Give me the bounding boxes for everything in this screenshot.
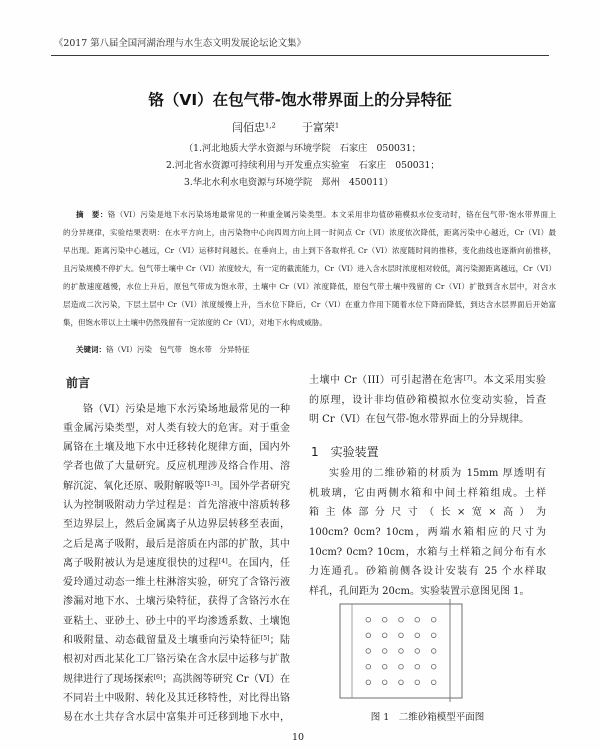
sampling-hole [399,633,404,638]
line-text: 重金属污染类型，对人类有较大的危害。对于重金 [63,422,290,434]
citation-ref: [1-3] [204,480,220,488]
affiliation: （1.河北地质大学水资源与环境学院 石家庄 050031； [184,143,421,154]
abstract [63,206,556,332]
body-line [63,631,290,650]
sandbox-outline [340,604,462,698]
abstract-line [63,224,556,242]
section-heading-introduction: 前言 [66,376,91,390]
line-text: 爱玲通过动态一维土柱淋溶实验，研究了含铬污液 [63,577,290,589]
sampling-hole [415,680,420,685]
experiment-setup-body [309,464,546,601]
sampling-hole [382,649,387,654]
sampling-hole [366,633,371,638]
sandbox-diagram [330,598,475,704]
line-text: 铬（VI）污染是地下水污染场地最常见的一种 [83,403,290,415]
sampling-hole [399,664,404,669]
sampling-hole [415,664,420,669]
body-line [63,708,290,727]
introduction-left-column [63,400,290,728]
citation-ref: [7] [463,375,473,383]
sampling-hole [366,617,371,622]
abstract-label: 摘 要： [76,210,108,219]
sampling-hole [382,617,387,622]
body-line [63,457,290,476]
abstract-line [63,242,556,260]
author-name: 于富荣 [301,121,335,134]
line-text: 规律进行了现场探索 [63,673,154,685]
line-text: 属铬在土壤及地下水中迁移转化规律方面，国内外 [63,442,290,454]
section-heading-experiment-setup [311,443,379,461]
line-text: 的分异规律，实验结果表明：在水平方向上，由污染物中心向四周方向上同一时间点 Cr（VI）浓度依次降低，距离污染中心越近，Cr（VI）最 [63,228,556,237]
line-text: 样孔，孔间距为 20cm。实验装置示意图见图 1。 [309,585,530,597]
paper-title: 铬（VI）在包气带-饱水带界面上的分异特征 [148,91,452,109]
sampling-hole [366,664,371,669]
line-text: 箱主体部分尺寸（长×宽×高）为 [309,507,546,519]
body-line [63,419,290,438]
abstract-line [63,278,556,296]
keywords-text: 铬（VI）污染 包气带 饱水带 分异特征 [106,345,250,354]
line-text: 易在水土共存含水层中富集并可迁移到地下水中， [63,712,290,724]
sampling-hole [382,680,387,685]
keywords [76,341,249,359]
body-line [309,391,546,410]
line-text: 至边界层上，然后金属离子从边界层转移至表面， [63,519,290,531]
line-text: 学者也做了大量研究。反应机理涉及络合作用、溶 [63,461,290,473]
abstract-line [63,206,556,224]
line-text: 集，但饱水带以上土壤中仍然残留有一定浓度的 Cr（VI），对地下水构成威胁。 [63,318,327,327]
running-header: 《2017 第八届全国河湖治理与水生态文明发展论坛论文集》 [54,38,306,49]
body-line [309,503,546,523]
line-text: 认为控制吸附动力学过程是：首先溶液中溶质转移 [63,499,290,511]
sampling-hole [431,680,436,685]
body-line [63,438,290,457]
body-line [63,650,290,669]
author-affiliation-mark: 1,2 [265,121,276,130]
sampling-hole [366,649,371,654]
sampling-hole [431,649,436,654]
line-text: 离子吸附被认为是速度很快的过程 [63,557,219,569]
sampling-hole-grid [366,617,436,684]
body-line [63,515,290,534]
line-text: 的原理，设计非均值砂箱模拟水位变动实验，旨查 [309,394,546,406]
line-text: 的扩散速度越慢，水位上升后，原包气带成为饱水带，土壤中 Cr（VI）浓度降低，原包气带土壤中残留的 Cr（VI）扩散到含水层中，对含水 [63,282,556,291]
line-text: 不同岩土中吸附、转化及其迁移特性，对比得出铬 [63,692,290,704]
line-text: 根初对西北某化工厂铬污染在含水层中运移与扩散 [63,654,290,666]
line-text: 铬（VI）污染是地下水污染场地最常见的一种重金属污染类型。本文采用非均值砂箱模拟水位变动时，铬在包气带-饱水带界面上 [107,210,556,219]
figure-caption: 图 1 二维砂箱模型平面图 [370,712,485,723]
line-text: ；陆 [269,635,291,647]
line-text: 100cm? 0cm? 10cm，两端水箱相应的尺寸为 [309,527,546,539]
body-line [63,496,290,515]
sampling-hole [382,664,387,669]
body-line [309,410,546,429]
sampling-hole [399,617,404,622]
line-text: 早出现。距离污染中心越远，Cr（VI）运移时间越长。在垂向上，由上到下各取样孔 Cr（VI）浓度随时间的推移，变化曲线也逐渐向前推移， [63,246,556,255]
section-number: 1 [311,445,319,459]
introduction-right-column [309,371,546,429]
sampling-hole [399,680,404,685]
line-text: 之后是离子吸附，最后是溶质在内部的扩散，其中 [63,538,290,550]
line-text: 和吸附量、动态截留量及土壤垂向污染特征 [63,635,261,647]
line-text: 机玻璃，它由两侧水箱和中间土样箱组成。土样 [309,487,546,499]
line-text: 10cm? 0cm? 10cm，水箱与土样箱之间分布有水 [309,546,546,558]
citation-ref: [5] [260,634,270,642]
body-line [63,535,290,554]
line-text: 明 Cr（VI）在包气带-饱水带界面上的分异规律。 [309,414,530,426]
body-line [309,371,546,390]
affiliation: 3.华北水利水电资源与环境学院 郑州 450011） [184,177,394,188]
abstract-line [63,296,556,314]
keywords-label: 关键词： [76,345,106,354]
citation-ref: [4] [218,557,228,565]
line-text: 且污染规模不停扩大。包气带土壤中 Cr（VI）浓度较大，有一定的截流能力，Cr（VI）进入含水层时浓度相对较低，离污染源距离越远，Cr（VI） [63,264,556,273]
sampling-hole [415,649,420,654]
author-list [232,119,339,137]
affiliation: 2.河北省水资源可持续利用与开发重点实验室 石家庄 050031； [166,160,440,171]
body-line [63,612,290,631]
sampling-hole [366,680,371,685]
line-text: 。本文采用实验 [472,375,547,387]
body-line [63,400,290,419]
section-title: 实验装置 [330,445,379,459]
author-affiliation-mark: 1 [334,121,340,130]
sampling-hole [431,633,436,638]
body-line [63,573,290,592]
line-text: 解沉淀、氧化还原、吸附解吸等 [63,480,205,492]
body-line [309,523,546,543]
body-line [63,689,290,708]
line-text: 渗漏对地下水、土壤污染特征，获得了含铬污水在 [63,596,290,608]
header-rule [51,55,549,56]
line-text: 实验用的二维砂箱的材质为 15mm 厚透明有 [329,468,546,480]
line-text: 亚粘土、亚砂土、砂土中的平均渗透系数、土壤饱 [63,615,290,627]
line-text: 。在国内，任 [227,557,291,569]
body-line [309,464,546,484]
body-line [63,592,290,611]
line-text: 土壤中 Cr（III）可引起潜在危害 [309,375,464,387]
body-line [63,670,290,689]
abstract-line [63,314,556,332]
sampling-hole [431,617,436,622]
sampling-hole [415,633,420,638]
sampling-hole [415,617,420,622]
sampling-hole [399,649,404,654]
page-number: 10 [291,732,305,743]
body-line [309,543,546,563]
author-name: 闫佰忠 [232,121,265,134]
body-line [309,484,546,504]
body-line [63,477,290,496]
line-text: 层造成二次污染，下层土层中 Cr（VI）浓度缓慢上升，当水位下降后，Cr（VI）在重力作用下随着水位下降而降低，到达含水层界面后开始富 [63,300,556,309]
line-text: 力连通孔。砂箱前侧各设计安装有 25 个水样取 [309,566,546,578]
citation-ref: [6] [153,673,163,681]
sampling-hole [431,664,436,669]
line-text: 。国外学者研究 [219,480,290,492]
body-line [63,554,290,573]
line-text: ；高洪阁等研究 Cr（VI）在 [162,673,290,685]
sampling-hole [382,633,387,638]
abstract-line [63,260,556,278]
body-line [309,562,546,582]
